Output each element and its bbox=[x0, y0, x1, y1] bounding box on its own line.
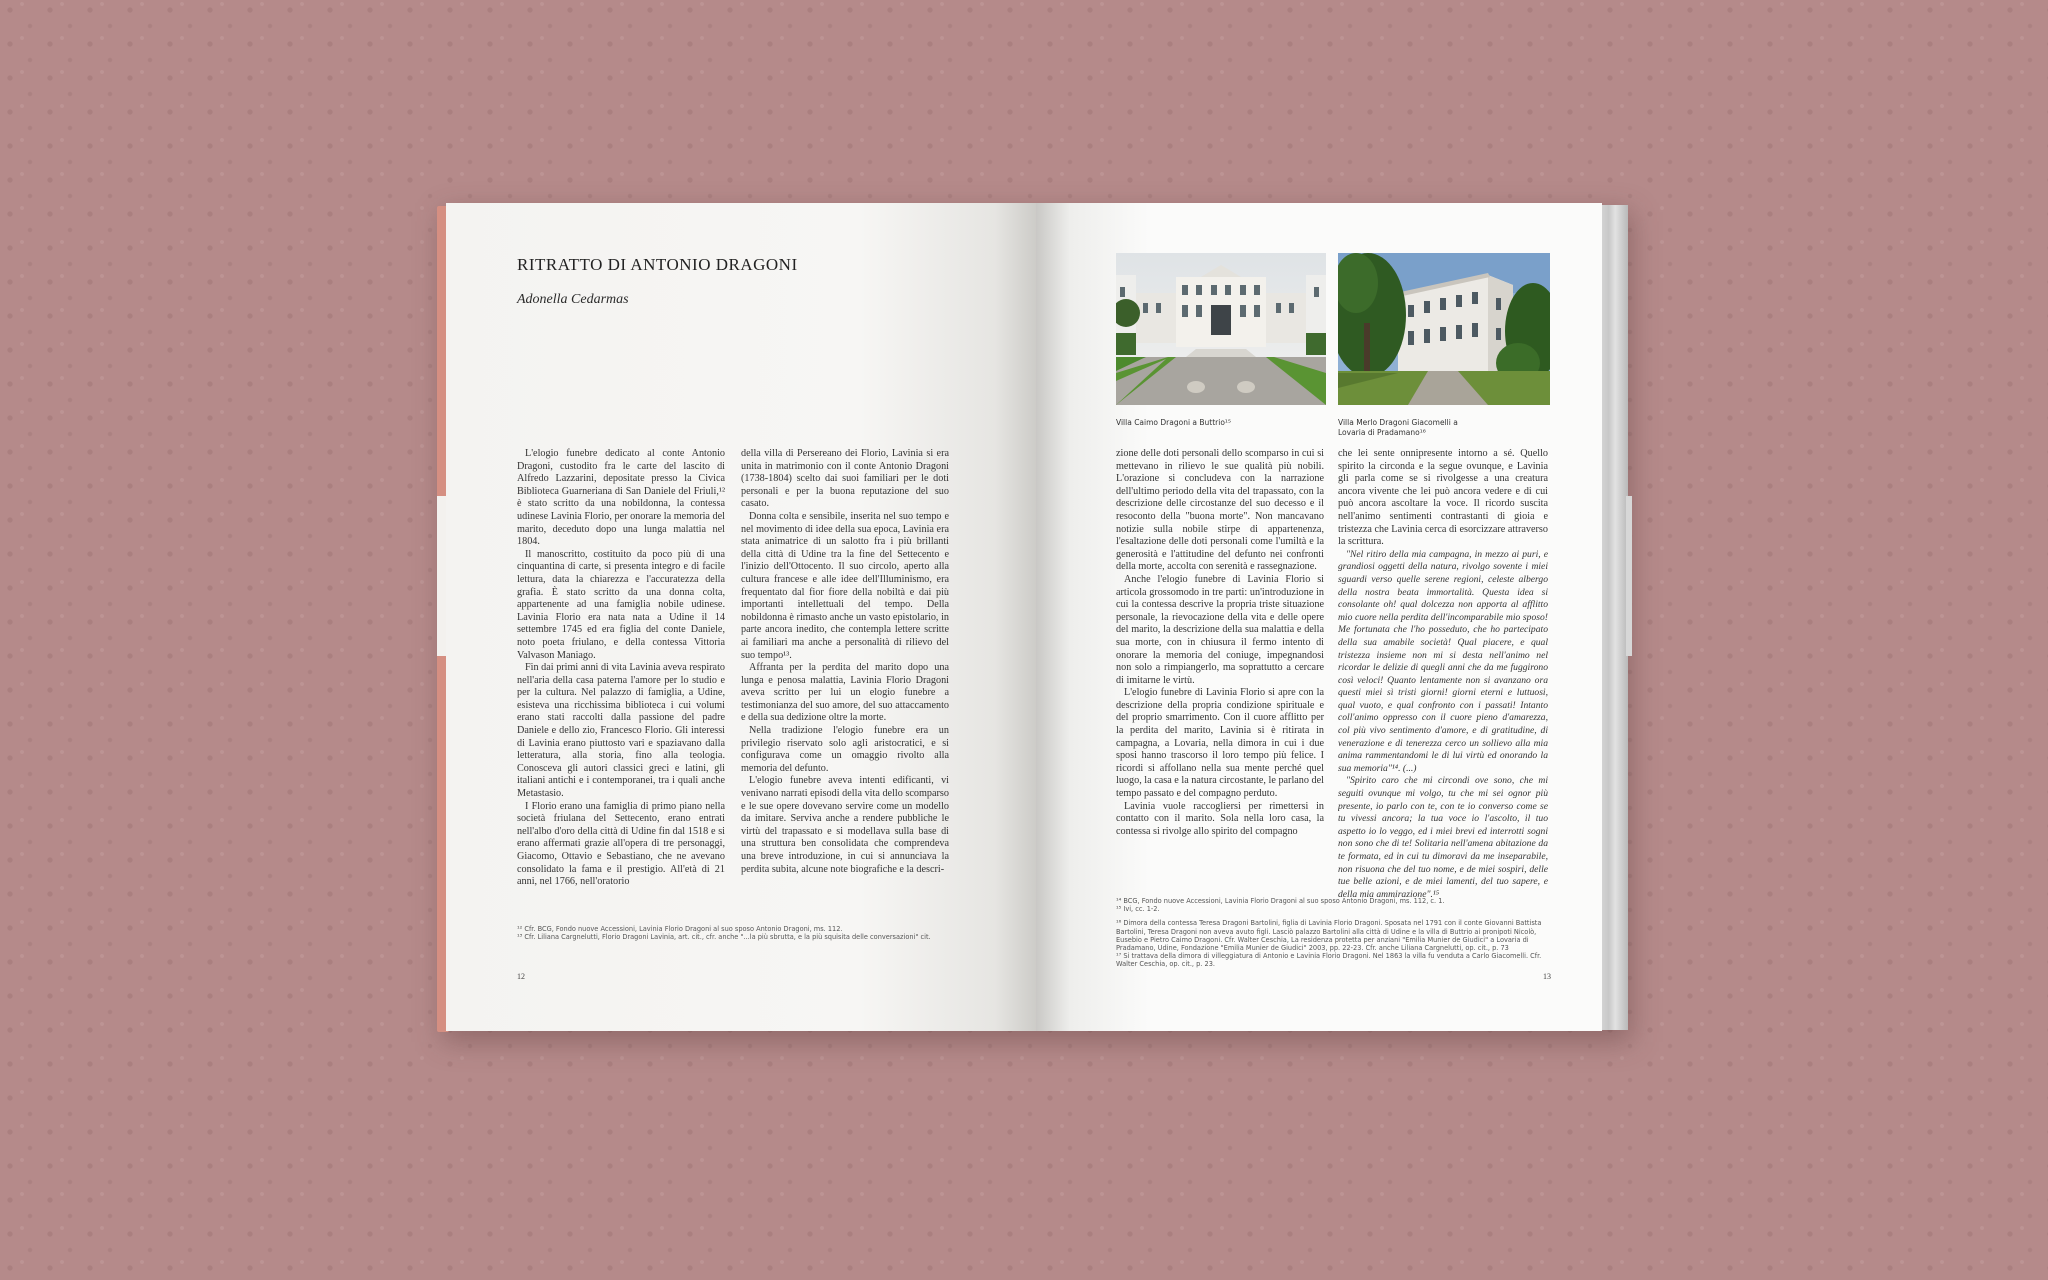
right-footnotes bbox=[1116, 897, 1548, 969]
villa-caimo-image bbox=[1116, 253, 1326, 405]
paragraph: Il manoscritto, costituito da poco più di una cinquantina di carte, si presenta integro e di facile lettura, data la chiarezza e l'accuratezza della grafia. È stato scritto da una donna colta, appartenente ad una famiglia nobile udinese. Lavinia Florio era nata nata a Udine il 14 settembre 1745 ed era figlia del conte Daniele, noto poeta friulano, e della contessa Vittoria Valvason Maniago. bbox=[517, 548, 725, 661]
paragraph: L'elogio funebre dedicato al conte Antonio Dragoni, custodito fra le carte del lascito di Alfredo Lazzarini, depositate presso la Civica Biblioteca Guarneriana di San Daniele del Friuli,¹² è stato scritto da una nobildonna, la contessa udinese Lavinia Florio, per onorare la memoria del marito, deceduto dopo una lunga malattia nel 1804. bbox=[517, 448, 725, 548]
paragraph: Lavinia vuole raccogliersi per rimettersi in contatto con il marito. Sola nella loro casa, la contessa si rivolge allo spirito del compagno bbox=[1116, 800, 1324, 837]
paragraph: Fin dai primi anni di vita Lavinia aveva respirato nell'aria della casa paterna l'amore per lo studio e per la cultura. Nel palazzo di famiglia, a Udine, esisteva una ricchissima biblioteca i cui volumi erano stati raccolti dalla passione del padre Daniele e dello zio, Francesco Florio. Gli interessi di Lavinia erano piuttosto vari e spaziavano dalla letteratura, alla storia, fino alla teologia. Conosceva gli autori classici greci e latini, gli italiani antichi e i contemporanei, tra i quali anche Metastasio. bbox=[517, 662, 725, 800]
caption-villa-merlo: Villa Merlo Dragoni Giacomelli a Lovaria di Pradamano¹⁶ bbox=[1338, 418, 1458, 437]
paragraph: che lei sente onnipresente intorno a sé. Quello spirito la circonda e la segue ovunque, e Lavinia gli parla come se si rivolgesse a una creatura ancora vivente che lei può ancora vedere e di cui può ancora ascoltare la voce. Il ricordo suscita nell'animo sentimenti contrastanti di gioia e tristezza che Lavinia cerca di esorcizzare attraverso la scrittura. bbox=[1338, 448, 1548, 548]
villa-merlo-photo bbox=[1338, 253, 1550, 405]
villa-caimo-photo bbox=[1116, 253, 1326, 405]
page-number-left: 12 bbox=[517, 972, 525, 981]
article-title: RITRATTO DI ANTONIO DRAGONI bbox=[517, 255, 798, 274]
left-page bbox=[446, 203, 1036, 1031]
paragraph: zione delle doti personali dello scomparso in cui si mettevano in rilievo le sue qualità più nobili. L'orazione si concludeva con la narrazione dell'ultimo periodo della vita del trapassato, con la descrizione delle circostanze del suo decesso e il resoconto della "buona morte". Non mancavano notizie sulla nobile stirpe di appartenenza, l'esaltazione delle doti personali come l'umiltà e la generosità e l'attitudine del defunto nei confronti della morte, accolta con serenità e rassegnazione. bbox=[1116, 448, 1324, 573]
paragraph: L'elogio funebre aveva intenti edificanti, vi venivano narrati episodi della vita dello scomparso e le sue opere dovevano servire come un modello da imitare. Serviva anche a rendere pubbliche le virtù del trapassato e si modellava sulla base di una struttura ben consolidata che comprendeva una breve introduzione, in cui si annunciava la perdita subita, alcune note biografiche e la descri- bbox=[741, 775, 949, 875]
footnote: ¹³ Cfr. Liliana Cargnelutti, Florio Dragoni Lavinia, art. cit., cfr. anche "...la più sbrutta, e la più squisita delle conversazioni" cit. bbox=[517, 933, 931, 942]
paragraph: Nella tradizione l'elogio funebre era un privilegio riservato solo agli aristocratici, e si configurava come un omaggio rivolto alla memoria del defunto. bbox=[741, 725, 949, 774]
caption-villa-caimo: Villa Caimo Dragoni a Buttrio¹⁵ bbox=[1116, 418, 1231, 427]
quote: "Spirito caro che mi circondi ove sono, che mi seguiti ovunque mi volgo, tu che mi sei ognor più presente, io parlo con te, con te io converso come se tu vivessi ancora; la tua voce io l'ascolto, il tuo aspetto io lo veggo, ed i miei brevi ed interrotti sogni non sono che di te! Solitaria nell'amena abitazione da te formata, ed in cui tu dimoravi da me inseparabile, non risuona che del tuo nome, e de miei sospiri, delle tue belle azioni, e de miei lamenti, del tuo sapere, e della mia ammirazione".¹⁵ bbox=[1338, 775, 1548, 900]
quote: "Nel ritiro della mia campagna, in mezzo ai puri, e grandiosi oggetti della natura, rivolgo sovente i miei sguardi verso quelle serene regioni, celeste albergo della nostra beata immortalità. Questa idea si consolante oh! qual dolcezza non apporta al afflitto mio cuore nella perdita dell'incomparabile mio sposo! Me fortunata che l'ho posseduto, che ho partecipato della sua amabile società! Qual piacere, e qual tristezza insieme non mi si desta nell'animo nel ricordar le delizie di quegli anni che da me fuggirono così veloci! Quanto lentamente non si avanzano ora questi miei sì tristi giorni! giorni eterni e luttuosi, qual vuoto, e qual confronto con i passati! Intanto coll'animo oppresso con il cuore pieno d'amarezza, col più vivo sentimento d'amore, e di gratitudine, di venerazione e di tenerezza cerco un sollievo alla mia anima rammentandomi le di lui virtù ed onorando la sua memoria"¹⁴. (...) bbox=[1338, 548, 1548, 774]
paragraph: Affranta per la perdita del marito dopo una lunga e penosa malattia, Lavinia Florio Dragoni aveva scritto per lui un elogio funebre a testimonianza del suo amore, del suo attaccamento e della sua dedizione oltre la morte. bbox=[741, 662, 949, 724]
footnote: ¹⁶ Dimora della contessa Teresa Dragoni Bartolini, figlia di Lavinia Florio Dragoni. Sposata nel 1791 con il conte Giovanni Battista Bartolini, Teresa Dragoni non aveva avuto figli. Lasciò palazzo Bartolini alla città di Udine e la villa di Buttrio ai pronipoti Nicolò, Eusebio e Pietro Caimo Dragoni. Cfr. Walter Ceschia, La residenza protetta per anziani "Emilia Munier de Giudici" a Lovaria di Pradamano, Udine, Fondazione "Emilia Munier de Giudici" 2003, pp. 22-23. Cfr. anche Liliana Cargnelutti, op. cit., p. 73 bbox=[1116, 919, 1542, 953]
footnote: ¹² Cfr. BCG, Fondo nuove Accessioni, Lavinia Florio Dragoni al suo sposo Antonio Dragoni, ms. 112. bbox=[517, 925, 843, 933]
footnote: ¹⁷ Si trattava della dimora di villeggiatura di Antonio e Lavinia Florio Dragoni. Nel 1863 la villa fu venduta a Carlo Giacomelli. Cfr. Walter Ceschia, op. cit., p. 23. bbox=[1116, 952, 1542, 969]
left-column-1 bbox=[517, 448, 725, 908]
right-column-1 bbox=[1116, 448, 1324, 906]
paragraph: Anche l'elogio funebre di Lavinia Florio si articola grossomodo in tre parti: un'introduzione in cui la contessa descrive la propria triste situazione personale, la rievocazione della vita e delle opere del marito, la descrizione della sua malattia e della sua morte, con in chiusura il fermo intento di onorare la memoria del coniuge, impegnandosi non solo a rimpiangerlo, ma soprattutto a cercare di imitarne le virtù. bbox=[1116, 573, 1324, 686]
right-column-2 bbox=[1338, 448, 1548, 906]
article-author: Adonella Cedarmas bbox=[517, 292, 629, 307]
page-number-right: 13 bbox=[1543, 972, 1551, 981]
paragraph: della villa di Persereano dei Florio, Lavinia si era unita in matrimonio con il conte Antonio Dragoni (1738-1804) scelto dai suoi familiari per le doti personali e per la buona reputazione del suo casato. bbox=[741, 448, 949, 510]
left-column-2 bbox=[741, 448, 949, 908]
bookmark-tab-right bbox=[1626, 496, 1632, 656]
paragraph: L'elogio funebre di Lavinia Florio si apre con la descrizione della propria condizione spirituale e del proprio smarrimento. Con il cuore afflitto per la perdita del marito, Lavinia si è ritirata in campagna, a Lovaria, nella dimora in cui i due sposi hanno trascorso il loro tempo più felice. I ricordi si affollano nella sua mente perché quel luogo, la casa e la natura circostante, le parlano del tempo passato e del compagno perduto. bbox=[1116, 687, 1324, 800]
villa-merlo-image bbox=[1338, 253, 1550, 405]
footnote: ¹⁴ BCG, Fondo nuove Accessioni, Lavinia Florio Dragoni al suo sposo Antonio Dragoni, ms. 112, c. 1. bbox=[1116, 897, 1445, 905]
right-page bbox=[1036, 203, 1602, 1031]
paragraph: Donna colta e sensibile, inserita nel suo tempo e nel movimento di idee della sua epoca, Lavinia era stata animatrice di un salotto fra i più brillanti della città di Udine tra la fine del Settecento e l'inizio dell'Ottocento. Il suo circolo, aperto alla cultura francese e alle idee dell'Illuminismo, era frequentato dal fior fiore della nobiltà e dai più importanti intellettuali del tempo. Della nobildonna è rimasto anche un vasto epistolario, in parte ancora inedito, che contempla lettere scritte ai familiari ma anche a personalità di rilievo del suo tempo¹³. bbox=[741, 510, 949, 661]
paragraph: I Florio erano una famiglia di primo piano nella società friulana del Settecento, erano entrati nell'albo d'oro della città di Udine fin dal 1518 e si erano affermati grazie all'opera di tre personaggi, Giacomo, Ottavio e Sebastiano, che ne avevano consolidato la fama e il prestigio. All'età di 21 anni, nel 1766, nell'oratorio bbox=[517, 800, 725, 888]
left-footnotes bbox=[517, 925, 947, 941]
footnote: ¹⁵ Ivi, cc. 1-2. bbox=[1116, 905, 1160, 914]
